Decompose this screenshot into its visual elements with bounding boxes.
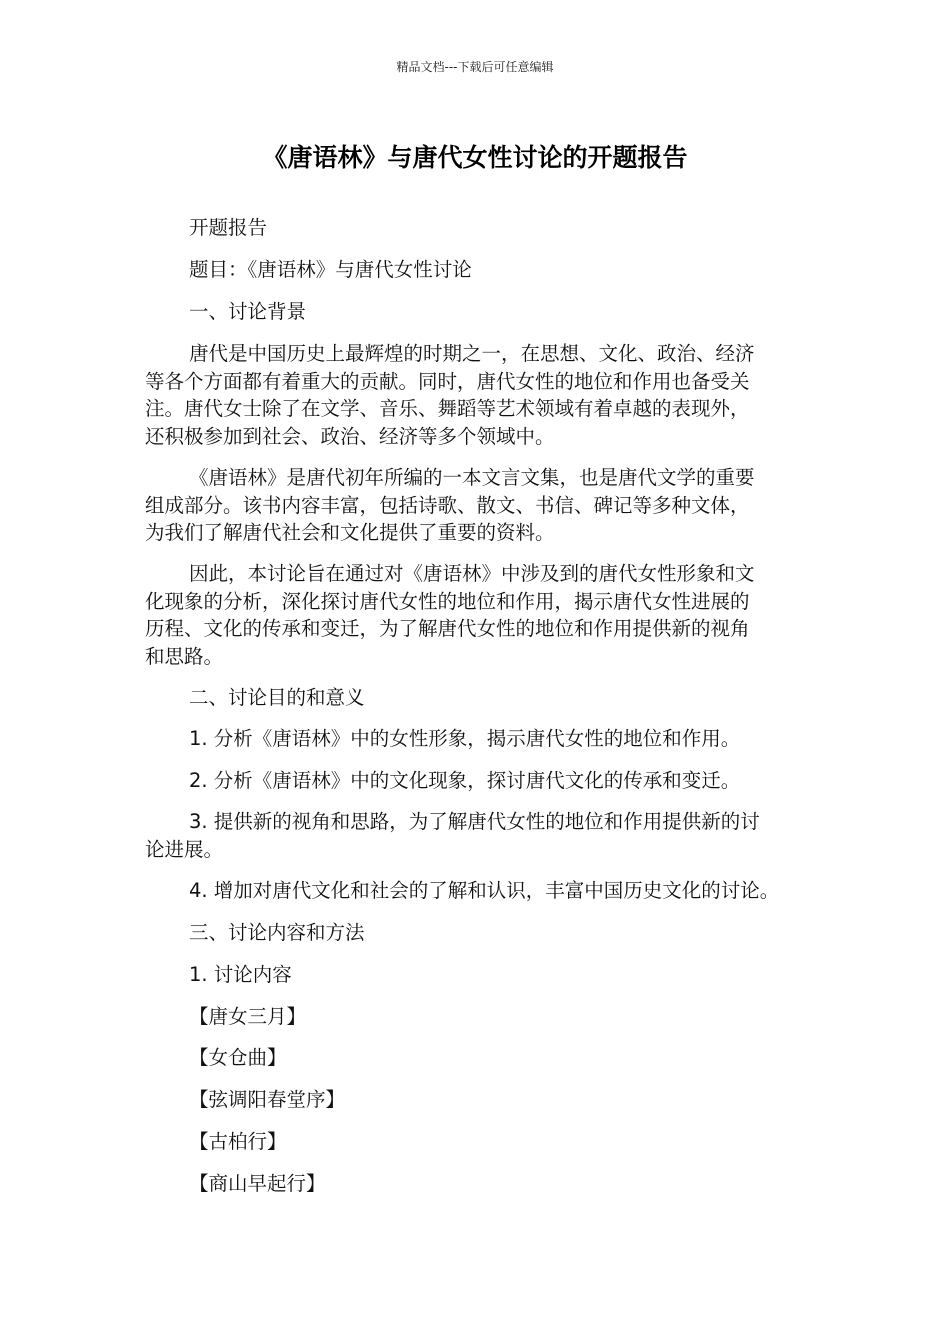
paragraph-line: 因此，本讨论旨在通过对《唐语林》中涉及到的唐代女性形象和文 <box>189 562 755 585</box>
paragraph-line: 论进展。 <box>145 837 224 861</box>
content-subheading: 1. 讨论内容 <box>189 963 292 986</box>
paragraph-line: 《唐语林》是唐代初年所编的一本文言文集，也是唐代文学的重要 <box>189 466 755 489</box>
section-heading-background: 一、讨论背景 <box>189 300 307 323</box>
purpose-item-4: 4. 增加对唐代文化和社会的了解和认识，丰富中国历史文化的讨论。 <box>189 879 780 902</box>
paragraph-line: 3. 提供新的视角和思路，为了解唐代女性的地位和作用提供新的讨 <box>189 810 760 833</box>
document-title: 《唐语林》与唐代女性讨论的开题报告 <box>262 143 688 172</box>
purpose-item-3 <box>145 808 810 863</box>
paragraph-line: 注。唐代女士除了在文学、音乐、舞蹈等艺术领域有着卓越的表现外， <box>145 397 750 420</box>
paragraph-line: 为我们了解唐代社会和文化提供了重要的资料。 <box>145 521 555 544</box>
work-title: 【古柏行】 <box>189 1130 287 1153</box>
purpose-item-2: 2. 分析《唐语林》中的文化现象，探讨唐代文化的传承和变迁。 <box>189 769 741 792</box>
page-header-note: 精品文档---下载后可任意编辑 <box>396 60 554 74</box>
paragraph-line: 和思路。 <box>145 644 224 668</box>
paragraph-background-1 <box>145 340 810 450</box>
paragraph-line: 化现象的分析，深化探讨唐代女性的地位和作用，揭示唐代女性进展的 <box>145 589 750 613</box>
work-title: 【唐女三月】 <box>189 1005 307 1028</box>
paragraph-line: 等各个方面都有着重大的贡献。同时，唐代女性的地位和作用也备受关 <box>145 369 750 393</box>
paragraph-line: 还积极参加到社会、政治、经济等多个领域中。 <box>145 424 555 448</box>
work-title: 【弦调阳春堂序】 <box>189 1088 346 1111</box>
report-label: 开题报告 <box>189 216 268 239</box>
topic-line: 题目：《唐语林》与唐代女性讨论 <box>189 258 472 281</box>
section-heading-purpose: 二、讨论目的和意义 <box>189 686 365 709</box>
purpose-item-1: 1. 分析《唐语林》中的女性形象，揭示唐代女性的地位和作用。 <box>189 727 741 750</box>
paragraph-line: 唐代是中国历史上最辉煌的时期之一，在思想、文化、政治、经济 <box>189 342 755 365</box>
paragraph-background-3 <box>145 560 810 670</box>
paragraph-background-2 <box>145 464 810 547</box>
paragraph-line: 组成部分。该书内容丰富，包括诗歌、散文、书信、碑记等多种文体， <box>145 493 750 517</box>
paragraph-line: 历程、文化的传承和变迁，为了解唐代女性的地位和作用提供新的视角 <box>145 617 750 640</box>
work-title: 【商山早起行】 <box>189 1172 326 1195</box>
work-title: 【女仓曲】 <box>189 1046 287 1069</box>
section-heading-content: 三、讨论内容和方法 <box>189 921 365 944</box>
